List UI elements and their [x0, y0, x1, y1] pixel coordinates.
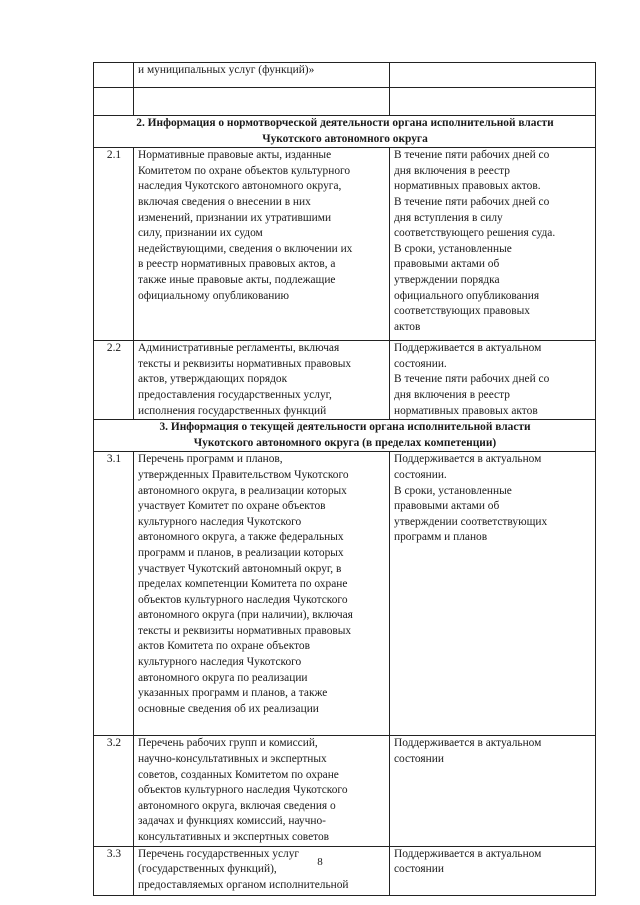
- section-title-line: Чукотского автономного округа (в пределах компетенции): [193, 436, 497, 449]
- item-name-line: актов, утверждающих порядок: [138, 373, 288, 386]
- item-name: [134, 452, 390, 736]
- item-name-line: Перечень программ и планов,: [138, 453, 283, 466]
- item-name-line: официальному опубликованию: [138, 289, 289, 302]
- item-deadline-line: В сроки, установленные: [394, 242, 512, 255]
- item-name: [134, 846, 390, 895]
- section-title: [94, 116, 596, 148]
- item-name-line: Комитетом по охране объектов культурного: [138, 164, 351, 177]
- item-name-line: актов Комитета по охране объектов: [138, 640, 310, 653]
- item-number: 2.2: [94, 341, 134, 420]
- section-header-row: [94, 116, 596, 148]
- item-number: [94, 88, 134, 116]
- item-name-line: изменений, признании их утратившими: [138, 211, 332, 224]
- item-deadline-line: состоянии: [394, 863, 444, 876]
- item-name-line: культурного наследия Чукотского: [138, 656, 302, 669]
- item-name: [134, 148, 390, 341]
- item-deadline-line: Поддерживается в актуальном: [394, 737, 542, 750]
- item-name-line: научно-консультативных и экспертных: [138, 752, 327, 765]
- item-name: [134, 736, 390, 846]
- item-name-line: утвержденных Правительством Чукотского: [138, 468, 349, 481]
- item-deadline: [390, 63, 596, 88]
- item-name-line: советов, созданных Комитетом по охране: [138, 768, 339, 781]
- item-deadline: [390, 736, 596, 846]
- section-title-line: 3. Информация о текущей деятельности органа исполнительной власти: [159, 421, 531, 434]
- item-number: 3.1: [94, 452, 134, 736]
- item-name-line: участвует Чукотский автономный округ, в: [138, 562, 342, 575]
- section-title-line: Чукотского автономного округа: [262, 132, 428, 145]
- page-number: 8: [317, 856, 323, 868]
- item-name-line: также иные правовые акты, подлежащие: [138, 273, 336, 286]
- item-deadline-line: состоянии.: [394, 357, 447, 370]
- table-row: [94, 736, 596, 846]
- item-number: 3.2: [94, 736, 134, 846]
- item-name-line: объектов культурного наследия Чукотского: [138, 784, 348, 797]
- item-deadline-line: В течение пяти рабочих дней со: [394, 373, 550, 386]
- item-name-line: Нормативные правовые акты, изданные: [138, 149, 332, 162]
- item-number: 3.3: [94, 846, 134, 895]
- item-name-line: автономного округа по реализации: [138, 671, 308, 684]
- item-name-line: недействующими, сведения о включении их: [138, 242, 353, 255]
- item-name: [134, 88, 390, 116]
- item-name-line: пределах компетенции Комитета по охране: [138, 578, 348, 591]
- item-name-line: консультативных и экспертных советов: [138, 830, 330, 843]
- item-deadline-line: нормативных правовых актов: [394, 404, 538, 417]
- item-deadline-line: правовыми актами об: [394, 500, 500, 513]
- item-deadline-line: соответствующих правовых: [394, 305, 530, 318]
- item-number: 2.1: [94, 148, 134, 341]
- item-deadline-line: программ и планов: [394, 531, 488, 544]
- table-row: [94, 148, 596, 341]
- item-name: [134, 63, 390, 88]
- item-name-line: объектов культурного наследия Чукотского: [138, 593, 348, 606]
- item-deadline-line: состоянии.: [394, 468, 447, 481]
- information-table: [93, 62, 596, 896]
- item-deadline-line: соответствующего решения суда.: [394, 227, 556, 240]
- item-deadline-line: Поддерживается в актуальном: [394, 847, 542, 860]
- item-name-line: и муниципальных услуг (функций)»: [138, 64, 315, 76]
- item-name-line: Перечень рабочих групп и комиссий,: [138, 737, 318, 750]
- item-name-line: тексты и реквизиты нормативных правовых: [138, 357, 352, 370]
- item-name-line: тексты и реквизиты нормативных правовых: [138, 624, 352, 637]
- item-name-line: силу, признании их судом: [138, 227, 263, 240]
- item-name-line: предоставляемых органом исполнительной: [138, 878, 349, 891]
- item-deadline: [390, 341, 596, 420]
- item-name-line: культурного наследия Чукотского: [138, 515, 302, 528]
- item-name-line: участвует Комитет по охране объектов: [138, 500, 326, 513]
- item-deadline-line: Поддерживается в актуальном: [394, 342, 542, 355]
- item-deadline-line: В сроки, установленные: [394, 484, 512, 497]
- item-deadline-line: актов: [394, 320, 421, 333]
- item-name-line: автономного округа, включая сведения о: [138, 799, 336, 812]
- item-name-line: автономного округа (при наличии), включая: [138, 609, 353, 622]
- item-name-line: в реестр нормативных правовых актов, а: [138, 258, 336, 271]
- item-deadline-line: дня включения в реестр: [394, 388, 510, 401]
- item-name-line: автономного округа, в реализации которых: [138, 484, 347, 497]
- section-header-row: [94, 420, 596, 452]
- item-name-line: программ и планов, в реализации которых: [138, 546, 344, 559]
- item-deadline-line: официального опубликования: [394, 289, 540, 302]
- item-deadline-line: утверждении соответствующих: [394, 515, 548, 528]
- table-row: [94, 452, 596, 736]
- section-title: [94, 420, 596, 452]
- item-deadline-line: Поддерживается в актуальном: [394, 453, 542, 466]
- item-deadline-line: В течение пяти рабочих дней со: [394, 149, 550, 162]
- item-name-line: включая сведения о внесении в них: [138, 195, 311, 208]
- table-row: [94, 341, 596, 420]
- item-name-line: автономного округа, а также федеральных: [138, 531, 344, 544]
- item-name: [134, 341, 390, 420]
- table-row: [94, 88, 596, 116]
- item-name-line: исполнения государственных функций: [138, 404, 327, 417]
- item-name-line: основные сведения об их реализации: [138, 702, 319, 715]
- item-deadline-line: дня включения в реестр: [394, 164, 510, 177]
- item-name-line: наследия Чукотского автономного округа,: [138, 180, 342, 193]
- item-name-line: предоставления государственных услуг,: [138, 388, 332, 401]
- item-name-line: (государственных функций),: [138, 863, 277, 876]
- item-number: [94, 63, 134, 88]
- item-deadline: [390, 452, 596, 736]
- item-deadline-line: утверждении порядка: [394, 273, 500, 286]
- item-deadline-line: В течение пяти рабочих дней со: [394, 195, 550, 208]
- item-deadline: [390, 148, 596, 341]
- item-deadline-line: дня вступления в силу: [394, 211, 503, 224]
- table-row: [94, 846, 596, 895]
- item-name-line: задачах и функциях комиссий, научно-: [138, 815, 326, 828]
- item-name-line: Административные регламенты, включая: [138, 342, 340, 355]
- item-name-line: указанных программ и планов, а также: [138, 687, 328, 700]
- item-deadline: [390, 88, 596, 116]
- item-name-line: Перечень государственных услуг: [138, 847, 300, 860]
- section-title-line: 2. Информация о нормотворческой деятельности органа исполнительной власти: [136, 117, 554, 129]
- table-row: [94, 63, 596, 88]
- item-deadline-line: состоянии: [394, 752, 444, 765]
- item-deadline: [390, 846, 596, 895]
- item-deadline-line: нормативных правовых актов.: [394, 180, 541, 193]
- item-deadline-line: правовыми актами об: [394, 258, 500, 271]
